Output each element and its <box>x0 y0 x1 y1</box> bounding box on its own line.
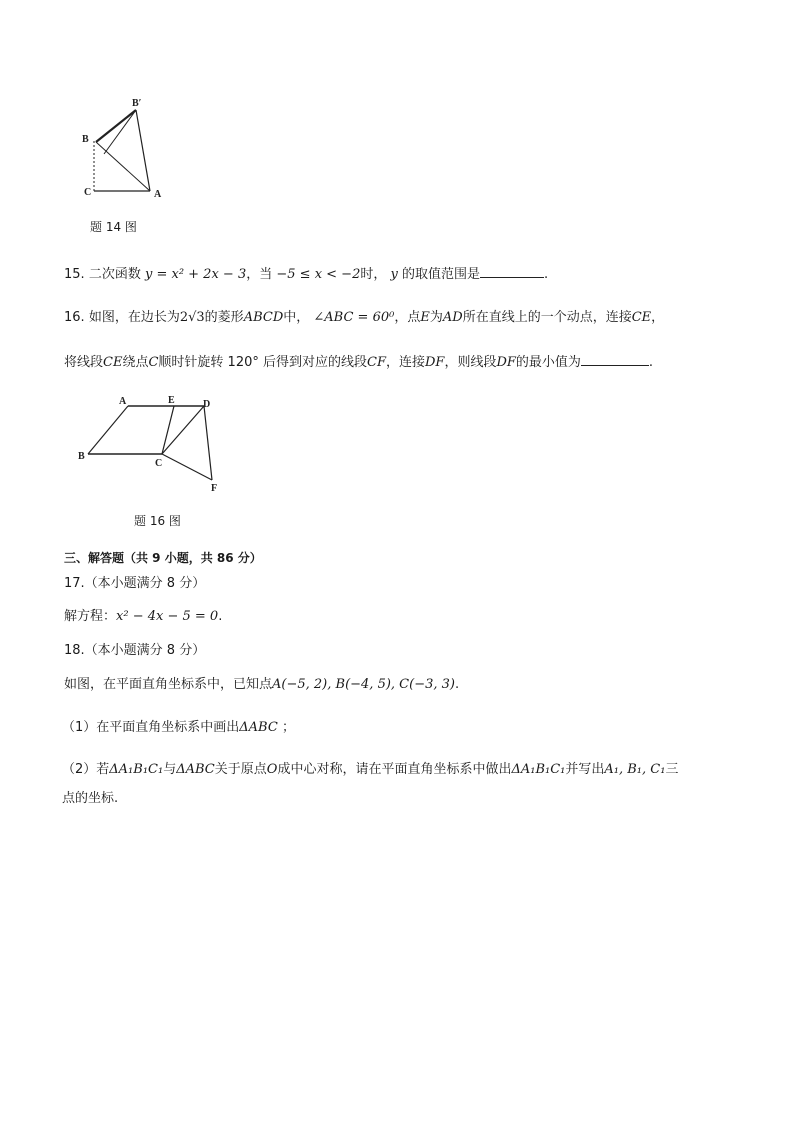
fig14-label-bprime: B′ <box>132 98 142 109</box>
q16-number: 16. <box>64 310 85 325</box>
q16-answer-blank <box>581 352 649 366</box>
q16-line-ad: AD <box>442 310 463 325</box>
question-18-part-2-line-2: 点的坐标. <box>62 791 119 806</box>
fig14-label-a: A <box>154 189 162 200</box>
q18-part1-tail: ； <box>281 720 295 735</box>
fig16-label-d: D <box>203 399 211 410</box>
q16-text-4: ，点 <box>394 310 421 325</box>
q16-text-13: 的最小值为 <box>515 355 581 370</box>
q16-segment-ce: CE <box>631 310 652 325</box>
q16-text-3: 中， <box>283 310 310 325</box>
q16-text-10: 顺时针旋转 120° 后得到对应的线段 <box>158 355 367 370</box>
fig16-label-e: E <box>168 395 175 406</box>
q17-equation: x² − 4x − 5 = 0 <box>116 609 219 624</box>
fig16-label-b: B <box>78 451 85 462</box>
fig16-caption: 题 16 图 <box>134 514 181 528</box>
q17-heading: 17.（本小题满分 8 分） <box>64 576 206 591</box>
q16-tail: . <box>648 355 654 370</box>
fig16-label-f: F <box>211 483 218 494</box>
q18-part2-text-3: 关于原点 <box>214 762 267 777</box>
q15-text-1: 二次函数 <box>88 267 141 282</box>
q15-range: −5 ≤ x < −2 <box>276 267 361 282</box>
q16-text-5: 为 <box>429 310 443 325</box>
q15-expression: y = x² + 2x − 3 <box>144 267 247 282</box>
fig14-caption: 题 14 图 <box>90 220 137 234</box>
question-18-intro <box>64 676 459 694</box>
q18-part2-text-4: 成中心对称，请在平面直角坐标系中做出 <box>277 762 512 777</box>
fig16-label-a: A <box>119 396 127 407</box>
q18-part2-text-2: 与 <box>163 762 177 777</box>
q16-text-6: 所在直线上的一个动点，连接 <box>462 310 632 325</box>
q16-text-11: ，连接 <box>385 355 425 370</box>
question-16-line-2 <box>64 352 653 372</box>
q18-part2-text-1: （2）若 <box>62 762 110 777</box>
q18-part2-triangle-2: ΔABC <box>176 762 215 777</box>
q15-tail: . <box>544 267 549 282</box>
fig14-label-c: C <box>84 187 92 198</box>
q18-part2-text-6: 三 <box>665 762 679 777</box>
q15-text-3: 时， <box>360 267 387 282</box>
question-17 <box>64 608 222 626</box>
q16-segment-cf: CF <box>367 355 386 370</box>
question-15 <box>64 264 548 284</box>
q16-text-1: 如图，在边长为 <box>88 310 180 325</box>
q16-side-length: 2√3 <box>179 310 205 325</box>
q18-part2-points: A₁, B₁, C₁ <box>604 762 666 777</box>
figure-16-diagram <box>72 392 232 502</box>
q18-part1-triangle: ΔABC <box>239 720 278 735</box>
q15-number: 15. <box>64 267 85 282</box>
q16-segment-df: DF <box>424 355 445 370</box>
figure-14-diagram <box>74 96 174 206</box>
q16-segment-ce-2: CE <box>103 355 123 370</box>
q18-tail: . <box>454 677 460 692</box>
question-18-part-1 <box>62 719 295 737</box>
q16-text-2: 的菱形 <box>204 310 244 325</box>
q16-text-12: ，则线段 <box>444 355 497 370</box>
q15-answer-blank <box>480 264 544 278</box>
figure-14 <box>74 96 174 206</box>
q18-points: A(−5, 2), B(−4, 5), C(−3, 3) <box>272 677 455 692</box>
q16-segment-df-2: DF <box>496 355 516 370</box>
q15-text-4: 的取值范围是 <box>402 267 481 282</box>
q18-part1-text: （1）在平面直角坐标系中画出 <box>62 720 240 735</box>
q18-heading: 18.（本小题满分 8 分） <box>64 643 206 658</box>
question-18-part-2 <box>62 761 678 779</box>
fig14-label-b: B <box>82 134 89 145</box>
q16-text-9: 绕点 <box>122 355 149 370</box>
q16-point-e: E <box>420 310 430 325</box>
q18-part2-text-5: 并写出 <box>565 762 605 777</box>
fig16-label-c: C <box>155 458 163 469</box>
q16-rhombus: ABCD <box>243 310 284 325</box>
q18-part2-triangle-3: ΔA₁B₁C₁ <box>511 762 566 777</box>
q18-part2-triangle-1: ΔA₁B₁C₁ <box>109 762 164 777</box>
question-16-line-1 <box>64 309 664 327</box>
q18-intro-text: 如图，在平面直角坐标系中，已知点 <box>64 677 273 692</box>
q17-label: 解方程： <box>64 609 117 624</box>
q17-tail: . <box>218 609 223 624</box>
figure-16 <box>72 392 232 502</box>
q16-point-c: C <box>148 355 159 370</box>
q16-text-7: ， <box>651 310 665 325</box>
q16-angle: ∠ABC = 60⁰ <box>313 310 395 325</box>
q18-part2-origin: O <box>266 762 278 777</box>
q15-text-2: ，当 <box>246 267 273 282</box>
q16-text-8: 将线段 <box>64 355 104 370</box>
section-3-title: 三、解答题（共 9 小题，共 86 分） <box>64 551 262 565</box>
q15-y: y <box>390 267 398 282</box>
